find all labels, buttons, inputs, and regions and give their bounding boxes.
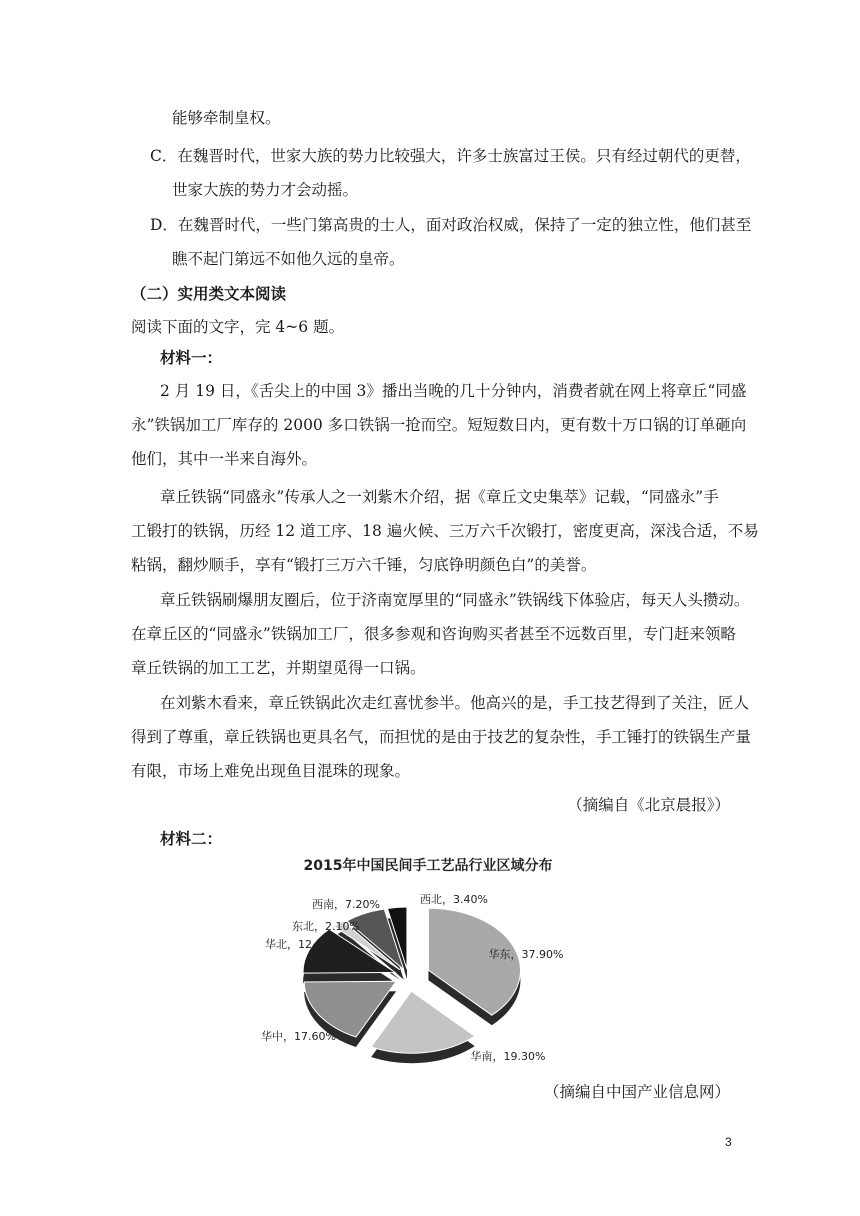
source-citation: （摘编自中国产业信息网） xyxy=(543,1083,730,1101)
paragraph-line: 永”铁锅加工厂库存的 2000 多口铁锅一抢而空。短短数日内，更有数十万口锅的订单砸向 xyxy=(131,416,747,434)
paragraph-line: 粘锅，翻炒顺手，享有“锻打三万六千锤，匀底铮明颜色白”的美誉。 xyxy=(131,556,597,574)
pie-slice-label: 西南，7.20% xyxy=(312,898,380,911)
text-line: 瞧不起门第远不如他久远的皇帝。 xyxy=(172,250,405,268)
instruction: 阅读下面的文字，完 4~6 题。 xyxy=(131,318,345,336)
page-number: 3 xyxy=(725,1135,732,1149)
paragraph-line: 章丘铁锅的加工工艺，并期望觅得一口锅。 xyxy=(131,659,426,677)
paragraph-line: 2 月 19 日，《舌尖上的中国 3》播出当晚的几十分钟内，消费者就在网上将章丘“同盛 xyxy=(160,382,747,400)
pie-slice-label: 华北，12.50% xyxy=(265,938,340,951)
pie-slice-label: 华东，37.90% xyxy=(488,948,564,961)
paragraph-line: 章丘铁锅“同盛永”传承人之一刘紫木介绍，据《章丘文史集萃》记载，“同盛永”手 xyxy=(160,488,719,506)
paragraph-line: 得到了尊重，章丘铁锅也更具名气，而担忧的是由于技艺的复杂性，手工锤打的铁锅生产量 xyxy=(131,728,752,746)
text-line: 世家大族的势力才会动摇。 xyxy=(172,181,359,199)
pie-slice-label: 华南，19.30% xyxy=(470,1050,546,1063)
paragraph-line: 在章丘区的“同盛永”铁锅加工厂，很多参观和咨询购买者甚至不远数百里，专门赶来领略 xyxy=(131,625,736,643)
paragraph-line: 在刘紫木看来，章丘铁锅此次走红喜忧参半。他高兴的是，手工技艺得到了关注，匠人 xyxy=(160,694,750,712)
text-line: 能够牵制皇权。 xyxy=(172,109,281,127)
pie-slice-label: 华中，17.60% xyxy=(261,1030,336,1043)
paragraph-line: 有限，市场上难免出现鱼目混珠的现象。 xyxy=(131,762,411,780)
pie-chart xyxy=(258,848,598,1078)
option-c: C．在魏晋时代，世家大族的势力比较强大，许多士族富过王侯。只有经过朝代的更替， xyxy=(150,147,751,165)
paragraph-line: 他们，其中一半来自海外。 xyxy=(131,450,318,468)
section-title: （二）实用类文本阅读 xyxy=(131,284,287,303)
paragraph-line: 章丘铁锅刷爆朋友圈后，位于济南宽厚里的“同盛永”铁锅线下体验店，每天人头攒动。 xyxy=(160,591,750,609)
chart-title: 2015年中国民间手工艺品行业区域分布 xyxy=(303,858,553,874)
pie-slice-label: 东北，2.10% xyxy=(292,920,360,933)
pie-slice-label: 西北，3.40% xyxy=(420,893,488,906)
option-d: D．在魏晋时代，一些门第高贵的士人，面对政治权威，保持了一定的独立性，他们甚至 xyxy=(150,216,752,234)
pie-slice xyxy=(428,908,520,1015)
source-citation: （摘编自《北京晨报》） xyxy=(567,796,730,814)
material-1-label: 材料一： xyxy=(160,348,223,367)
material-2-label: 材料二： xyxy=(160,829,223,848)
paragraph-line: 工锻打的铁锅，历经 12 道工序、18 遍火候、三万六千次锻打，密度更高，深浅合适，不易 xyxy=(131,522,759,540)
